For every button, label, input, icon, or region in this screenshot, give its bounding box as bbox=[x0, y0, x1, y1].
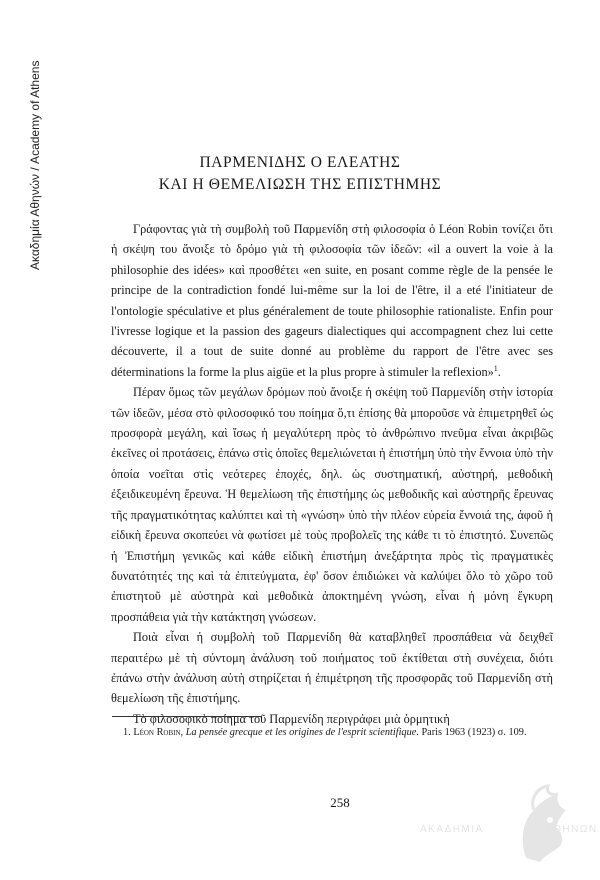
watermark-text bbox=[420, 824, 598, 835]
archive-side-label bbox=[28, 20, 44, 270]
title-line-2: ΚΑΙ Η ΘΕΜΕΛΙΩΣΗ ΤΗΣ ΕΠΙΣΤΗΜΗΣ bbox=[158, 176, 442, 193]
footnote-work-title: La pensée grecque et les origines de l'esprit scientifique bbox=[185, 727, 417, 738]
paragraph-1 bbox=[111, 219, 553, 382]
watermark-left: ΑΚΑΔΗΜΙΑ bbox=[420, 824, 484, 835]
footnote-divider bbox=[112, 716, 262, 717]
paragraph-tail: . bbox=[497, 364, 501, 379]
footnote-separator: , bbox=[180, 727, 186, 738]
article-title bbox=[100, 152, 500, 196]
paragraph-2 bbox=[111, 382, 553, 627]
paragraph-text: Τὸ φιλοσοφικὸ ποίημα τοῦ Παρμενίδη περιγράφει μιὰ ὁρμητικὴ bbox=[133, 711, 450, 726]
paragraph-text: Γράφοντας γιὰ τὴ συμβολὴ τοῦ Παρμενίδη στὴ φιλοσοφία ὁ Léon Robin τονίζει ὅτι ἡ σκέψη του ἄνοιξε τὸ δρόμο γιὰ τὴ φιλοσοφία τῶν ἰδεῶν: «il a ouvert la voie à la philosophie des idées» καὶ προσθέτει «en suite, en posant comme règle de la pensée le principe de la contradiction fondé lui-même sur la loi de l'être, il a eté l'initiateur de l'ontologie spéculative et plus généralement de toute philosophie rationaliste. Enfin pour l'ivresse logique et la passion des gageurs dialectiques qui accompagnent chez lui cette découverte, il a tout de suite donné au problème du rapport de l'être avec ses déterminations la forme la plus aigüe et la plus propre à stimuler la reflexion» bbox=[111, 222, 553, 379]
footnote-rest: . Paris 1963 (1923) σ. 109. bbox=[416, 727, 527, 738]
article-body bbox=[111, 219, 553, 729]
footnote bbox=[111, 725, 553, 740]
page-number: 258 bbox=[330, 795, 350, 810]
title-line-1: ΠΑΡΜΕΝΙΔΗΣ Ο ΕΛΕΑΤΗΣ bbox=[199, 154, 401, 171]
footnote-author: Léon Robin bbox=[133, 727, 181, 738]
paragraph-text: Πέραν ὅμως τῶν μεγάλων δρόμων ποὺ ἄνοιξε ἡ σκέψη τοῦ Παρμενίδη στὴν ἱστορία τῶν ἰδεῶν, μέσα στὸ φιλοσοφικό του ποίημα ὅ,τι ἐπίσης θὰ μποροῦσε νὰ ἐπιμετρηθεῖ ὡς προσφορὰ μεγάλη, καὶ ἴσως ἡ μεγαλύτερη πρὸς τὸ ἀνθρώπινο πνεῦμα εἶναι ἀκριβῶς ἐκεῖνες οἱ προτάσεις, ἐπάνω στὶς ὁποῖες θεμελιώνεται ἡ ἐπιστήμη ὑπὸ τὴν ἔννοια ὑπὸ τὴν ὁποία νοεῖται στὶς νεότερες ἐποχές, δηλ. ὡς συστηματική, αὐστηρή, μεθοδικὴ ἐξειδικευμένη ἔρευνα. Ἡ θεμελίωση τῆς ἐπιστήμης ὡς μεθοδικῆς καὶ αὐστηρῆς ἔρευνας τῆς πραγματικότητας καλύπτει καὶ τὴ «γνώση» ὑπὸ τὴν πλέον εὐρεία ἔννοιά της, ἀφοῦ ἡ εἰδικὴ ἔρευνα σκοπεύει νὰ φωτίσει μὲ τοὺς προβολεῖς της κάθε τι τὸ ἐπιστητό. Συνεπῶς ἡ Ἐπιστήμη γενικῶς καὶ κάθε εἰδικὴ ἐπιστήμη ἀνεξάρτητα πρὸς τὶς πραγματικὲς δυνατότητές της καὶ τὰ ἐπιτεύγματα, ἐφ' ὅσον ἐπιδιώκει νὰ καλύψει ὅλο τὸ χῶρο τοῦ ἐπιστητοῦ μὲ αὐστηρὰ καὶ μεθοδικὰ ἀποκτημένη γνώση, εἶναι ἡ μόνη ἔγκυρη προσπάθεια γιὰ τὴν κατάκτηση γνώσεων. bbox=[111, 385, 553, 624]
footnote-number: 1. bbox=[123, 727, 131, 738]
footnote-ref: 1 bbox=[493, 363, 498, 373]
paragraph-text: Ποιὰ εἶναι ἡ συμβολὴ τοῦ Παρμενίδη θὰ καταβληθεῖ προσπάθεια νὰ δειχθεῖ περαιτέρω μὲ τὴ σύντομη ἀνάλυση τοῦ ποιήματος τοῦ ἐκτίθεται στὴ συνέχεια, διότι ἐπάνω στὴν ἀνάλυση αὐτὴ στηρίζεται ἡ ἐπιμέτρηση τῆς προσφορᾶς τοῦ Παρμενίδη στὴ θεμελίωση τῆς ἐπιστήμης. bbox=[111, 630, 553, 706]
watermark-right: ΑΘΗΝΩΝ bbox=[545, 824, 598, 835]
side-label-text: Ακαδημία Αθηνών / Academy of Athens bbox=[28, 60, 42, 270]
academy-watermark bbox=[420, 780, 598, 870]
paragraph-3 bbox=[111, 627, 553, 709]
